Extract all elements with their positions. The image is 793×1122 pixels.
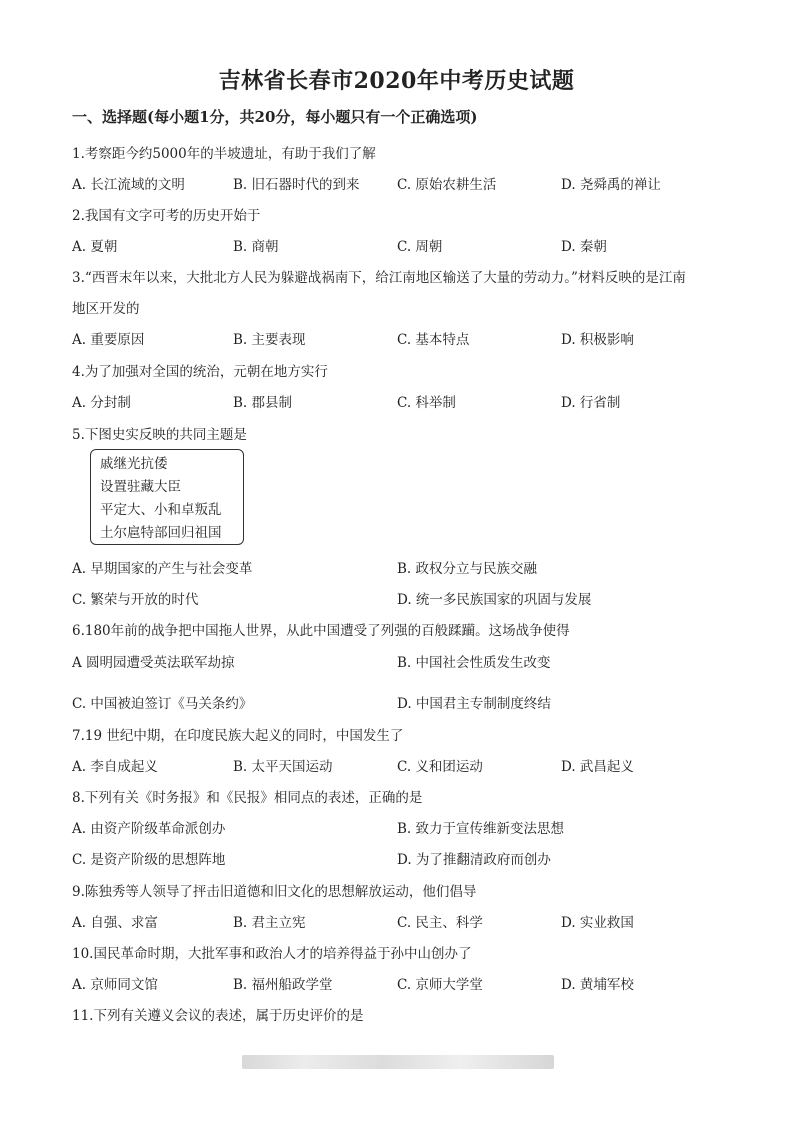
question-5-option-d: D. 统一多民族国家的巩固与发展: [397, 592, 592, 608]
question-5-stem: 5.下图史实反映的共同主题是: [72, 427, 247, 443]
question-9-option-d: D. 实业救国: [561, 915, 634, 931]
question-4-option-d: D. 行省制: [561, 395, 621, 411]
question-8-option-a: A. 由资产阶级革命派创办: [72, 821, 226, 837]
page-title: 吉林省长春市2020年中考历史试题: [218, 68, 575, 94]
question-5-option-b: B. 政权分立与民族交融: [397, 561, 538, 577]
section-heading: 一、选择题(每小题1分，共20分，每小题只有一个正确选项): [72, 108, 478, 126]
box-line-3: 平定大、小和卓叛乱: [100, 502, 222, 518]
question-9-option-b: B. 君主立宪: [233, 915, 306, 931]
question-7-option-d: D. 武昌起义: [561, 759, 634, 775]
question-1-option-c: C. 原始农耕生活: [397, 177, 497, 193]
question-9-option-a: A. 自强、求富: [72, 915, 158, 931]
question-2-option-a: A. 夏朝: [72, 239, 118, 255]
question-3-option-d: D. 积极影响: [561, 332, 634, 348]
historical-facts-box: [90, 449, 244, 545]
question-6-stem: 6.180年前的战争把中国拖人世界，从此中国遭受了列强的百般蹂躏。这场战争使得: [72, 623, 570, 639]
question-5-option-a: A. 早期国家的产生与社会变革: [72, 561, 253, 577]
question-9-stem: 9.陈独秀等人领导了抨击旧道德和旧文化的思想解放运动，他们倡导: [72, 884, 477, 900]
question-1-option-b: B. 旧石器时代的到来: [233, 177, 360, 193]
blurred-footer-watermark: [242, 1055, 554, 1069]
question-2-option-d: D. 秦朝: [561, 239, 607, 255]
question-4-stem: 4.为了加强对全国的统治，元朝在地方实行: [72, 364, 328, 380]
question-6-option-a: A 圆明园遭受英法联军劫掠: [72, 655, 235, 671]
question-7-option-a: A. 李自成起义: [72, 759, 158, 775]
question-3-option-a: A. 重要原因: [72, 332, 145, 348]
question-11-stem: 11.下列有关遵义会议的表述，属于历史评价的是: [72, 1008, 364, 1024]
question-8-option-c: C. 是资产阶级的思想阵地: [72, 852, 226, 868]
question-7-stem: 7.19 世纪中期，在印度民族大起义的同时，中国发生了: [72, 728, 404, 744]
question-7-option-b: B. 太平天国运动: [233, 759, 333, 775]
question-10-option-d: D. 黄埔军校: [561, 977, 634, 993]
question-2-option-c: C. 周朝: [397, 239, 443, 255]
question-10-option-c: C. 京师大学堂: [397, 977, 483, 993]
question-4-option-a: A. 分封制: [72, 395, 131, 411]
question-6-option-d: D. 中国君主专制制度终结: [397, 696, 551, 712]
question-3-option-b: B. 主要表现: [233, 332, 306, 348]
question-2-stem: 2.我国有文字可考的历史开始于: [72, 208, 261, 224]
question-8-option-d: D. 为了推翻清政府而创办: [397, 852, 551, 868]
question-10-option-b: B. 福州船政学堂: [233, 977, 333, 993]
question-10-stem: 10.国民革命时期，大批军事和政治人才的培养得益于孙中山创办了: [72, 946, 472, 962]
question-4-option-c: C. 科举制: [397, 395, 456, 411]
question-3-stem-continued: 地区开发的: [72, 301, 140, 317]
box-line-1: 戚继光抗倭: [100, 456, 168, 472]
question-9-option-c: C. 民主、科学: [397, 915, 483, 931]
question-3-option-c: C. 基本特点: [397, 332, 470, 348]
question-6-option-b: B. 中国社会性质发生改变: [397, 655, 551, 671]
question-8-option-b: B. 致力于宣传维新变法思想: [397, 821, 565, 837]
question-10-option-a: A. 京师同文馆: [72, 977, 158, 993]
question-1-option-a: A. 长江流域的文明: [72, 177, 185, 193]
question-5-option-c: C. 繁荣与开放的时代: [72, 592, 199, 608]
question-6-option-c: C. 中国被迫签订《马关条约》: [72, 696, 253, 712]
question-8-stem: 8.下列有关《时务报》和《民报》相同点的表述，正确的是: [72, 790, 423, 806]
question-7-option-c: C. 义和团运动: [397, 759, 483, 775]
box-line-2: 设置驻藏大臣: [100, 479, 181, 495]
question-3-stem: 3.“西晋末年以来，大批北方人民为躲避战祸南下，给江南地区输送了大量的劳动力。”材料反映的是江南: [72, 270, 686, 286]
question-4-option-b: B. 郡县制: [233, 395, 293, 411]
question-2-option-b: B. 商朝: [233, 239, 279, 255]
question-1-option-d: D. 尧舜禹的禅让: [561, 177, 661, 193]
question-1-stem: 1.考察距今约5000年的半坡遗址，有助于我们了解: [72, 146, 376, 162]
box-line-4: 土尔扈特部回归祖国: [100, 525, 222, 541]
